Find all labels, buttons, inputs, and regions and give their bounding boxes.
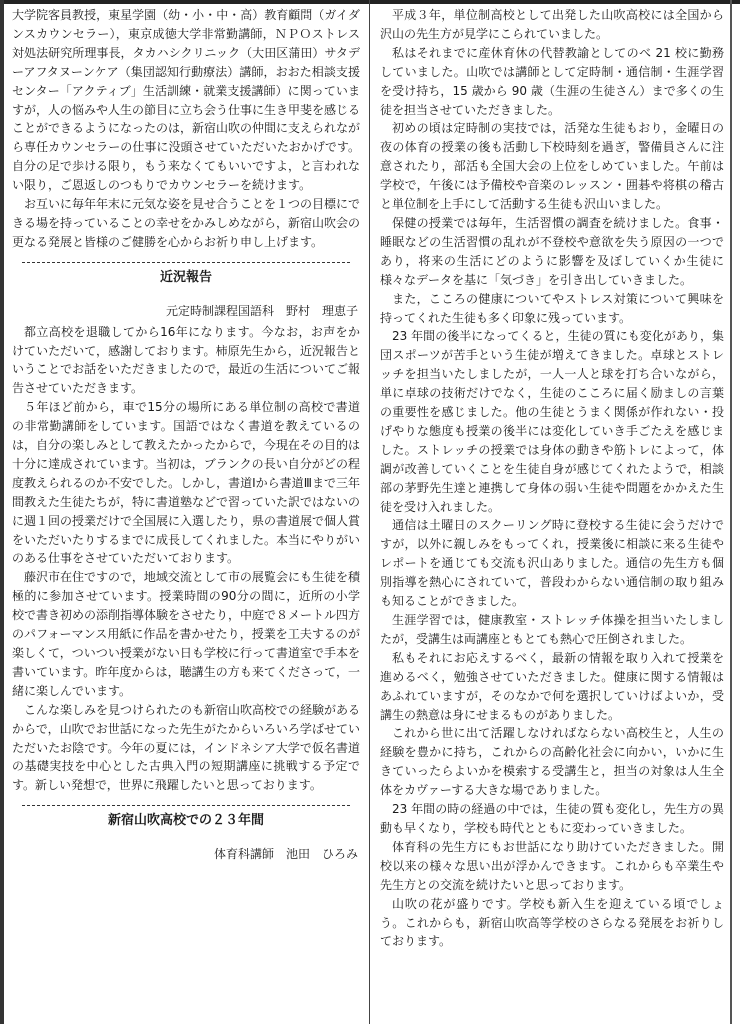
article-paragraph: 私はそれまでに産休育休の代替教諭としてのべ 21 校に勤務していました。山吹では講師として定時制・通信制・生涯学習を受け持ち，15 歳から 90 歳（生涯の生徒さん）まで多くの生徒を担当させていただきました。 [380, 45, 724, 117]
article-paragraph: 23 年間の後半になってくると，生徒の質にも変化があり，集団スポーツが苦手という生徒が増えてきました。卓球とストレッチを担当いたしましたが，一人一人と球を打ち合いながら，単に卓球の技術だけでなく，生徒のこころに届く励ましの言葉の重要性を感じました。他の生徒とうまく関係が作れない・投げやりな態度も授業の後半には変化していき手ごたえを感じました。ストレッチの授業では身体の動きや筋トレによって，体調が改善していくことを生徒自身が感じてくれたようで，相談部の茅野先生達と連携して身体の弱い生徒や問題をかかえた生徒を受け入れました。 [380, 329, 724, 514]
section-title-recent-report: 近況報告 [159, 269, 212, 285]
article-paragraph: これから世に出て活躍しなければならない高校生と，人生の経験を豊かに持ち，これからの高齢化社会に向かい，いかに生きていったらよいかを模索する受講生と，担当の対象は人生全体をカヴァーする大きな場でありました。 [380, 726, 724, 798]
author-role: 元定時制課程国語科 [165, 303, 274, 318]
article-paragraph: 都立高校を退職してから16年になります。今なお，お声をかけていただいて，感謝しております。柿原先生から，近況報告ということでお話をいただきましたので，最近の生活についてご報告させていただきます。 [12, 324, 360, 396]
author-line [12, 302, 360, 321]
author-line [12, 845, 360, 864]
left-border [0, 0, 4, 1024]
intro-paragraph: お互いに毎年年末に元気な姿を見せ合うことを１つの目標にできる場を持っていることの幸せをかみしめながら，新宿山吹会の更なる発展と皆様のご健勝を心からお祈り申し上げます。 [12, 197, 361, 249]
article-paragraph: 生涯学習では，健康教室・ストレッチ体操を担当いたしましたが，受講生は両講座ともとても熱心で圧倒されました。 [380, 613, 724, 646]
section-title-23-years: 新宿山吹高校での２３年間 [107, 813, 264, 829]
intro-paragraph: 大学院客員教授，東星学園（幼・小・中・高）教育顧問（ガイダンスカウンセラー），東京成徳大学非常勤講師，ＮＰＯストレス対処法研究所理事長，タカハシクリニック（大田区蒲田）サタデーアフタヌーンケア（集団認知行動療法）講師，おおた相談支援センター「アクティブ」生活訓練・就業支援講師）に関っていますが，人の悩みや人生の節目に立ち会う仕事に生き甲斐を感じることができるようになったのは，新宿山吹の仲間に支えられながら専任カウンセラーの仕事に没頭させていただいたおかげです。自分の足で歩ける限り，もう来なくてもいいですよ，と言われない限り，ご恩返しのつもりでカウンセラーを続けます。 [12, 8, 361, 193]
article-paragraph: 初めの頃は定時制の実技では，活発な生徒もおり，金曜日の夜の体育の授業の後も活動し下校時刻を過ぎ，警備員さんに注意されたり，部活も全国大会の上位をしめていました。午前は学校で，午後には予備校や音楽のレッスン・囲碁や将棋の稽古と単位制を上手にして活動する生徒も沢山いました。 [380, 121, 724, 212]
article-paragraph: 体育科の先生方にもお世話になり助けていただきました。開校以来の様々な思い出が浮かんできます。これからも卒業生や先生方との交流を続けたいと思っております。 [380, 839, 724, 892]
left-column [12, 6, 360, 866]
article-paragraph: 通信は土曜日のスクーリング時に登校する生徒に会うだけですが，以外に親しみをもってくれ，授業後に相談に来る生徒やレポートを通じても交流も沢山ありました。通信の先生方も個別指導を熱心にされていて，普段わからない通信制の取り組みも知ることができました。 [380, 518, 724, 609]
author-name: 野村 理恵子 [285, 303, 358, 318]
author-name: 池田 ひろみ [285, 847, 358, 862]
article-paragraph: 山吹の花が盛りです。学校も新入生を迎えている頃でしょう。これからも，新宿山吹高等学校のさらなる発展をお祈りしております。 [380, 896, 724, 949]
top-border [0, 0, 740, 4]
article-paragraph: 私もそれにお応えするべく，最新の情報を取り入れて授業を進めるべく，勉強させていただきました。健康に関する情報はあふれていますが，そのなかで何を選択していけばよいか，受講生の熱意は身にせまるものがありました。 [380, 650, 724, 722]
right-border [730, 0, 732, 1024]
article-paragraph: 藤沢市在住ですので，地域交流として市の展覧会にも生徒を積極的に参加させています。授業時間の90分の間に，近所の小学校で書き初めの添削指導体験をさせたり，中庭で８メートル四方のパフォーマンス用紙に作品を書かせたり，授業を工夫するのが楽しくて，ついつい授業がない日も学校に行って書道室で手本を書いています。昨年度からは，聴講生の方も来てくださって，一緒に楽しんでいます。 [12, 570, 361, 698]
article-paragraph: こんな楽しみを見つけられたのも新宿山吹高校での経験があるからで，山吹でお世話になった先生がたからいろいろ学ばせていただいたお陰です。今年の夏には，インドネシア大学で仮名書道の基礎実技を中心とした古典入門の短期講座に挑戦する予定です。新しい発想で，世界に飛躍したいと思っております。 [12, 702, 361, 793]
section-divider [22, 262, 350, 263]
article-paragraph: ５年ほど前から，車で15分の場所にある単位制の高校で書道の非常勤講師をしています。国語ではなく書道を教えているのは，自分の楽しみとして教えたかったからで，今現在その目的は十分に達成されています。当初は，ブランクの長い自分がどの程度教えられるのか不安でした。しかし，書道Ⅰから書道Ⅲまで三年間教えた生徒たちが，特に書道塾などで習っていた訳ではないのに週１回の授業だけで全国展に入選したり，県の書道展で個人賞をいただいたりするまでに成長してくれました。本当にやりがいのある仕事をさせていただいております。 [12, 400, 361, 566]
section-divider [22, 805, 350, 806]
right-column [380, 6, 724, 951]
article-paragraph: 平成３年，単位制高校として出発した山吹高校には全国から沢山の先生方が見学にこられていました。 [380, 8, 724, 41]
author-role: 体育科講師 [213, 847, 274, 862]
article-paragraph: 保健の授業では毎年，生活習慣の調査を続けました。食事・睡眠などの生活習慣の乱れが不登校や意欲を失う原因の一つであり，将来の生活にどのように影響を及ぼしていくか生徒に様々なデータを基に「気づき」を引き出していきました。 [380, 215, 724, 287]
column-divider [369, 0, 370, 1024]
article-paragraph: また，こころの健康についてやストレス対策について興味を持ってくれた生徒も多く印象に残っています。 [380, 291, 724, 325]
article-paragraph: 23 年間の時の経過の中では，生徒の質も変化し，先生方の異動も早くなり，学校も時代とともに変わっていきました。 [380, 802, 724, 835]
